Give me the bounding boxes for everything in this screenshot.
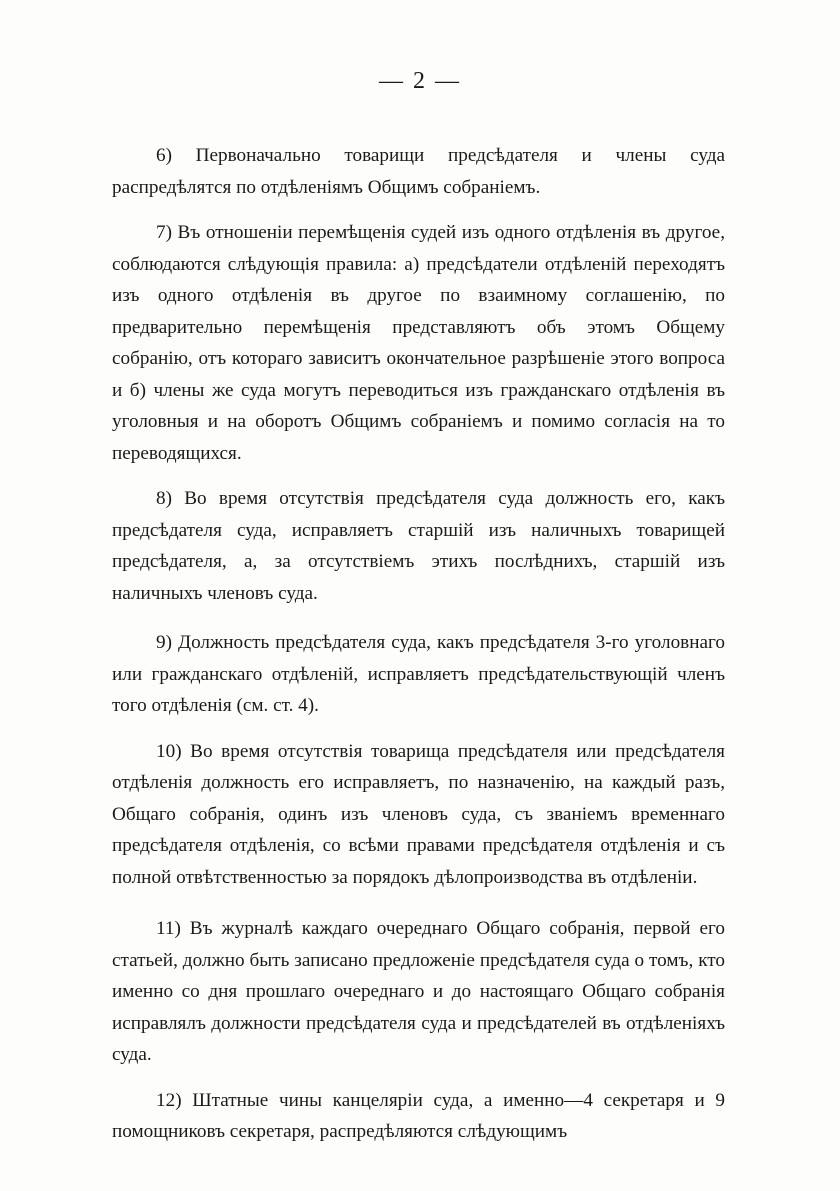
paragraph-12: 12) Штатные чины канцеляріи суда, а именно—4 секретаря и 9 помощниковъ секретаря, распредѣляются слѣдующимъ (112, 1089, 725, 1142)
document-body (112, 140, 725, 1164)
paragraph-6: 6) Первоначально товарищи предсѣдателя и члены суда распредѣлятся по отдѣленіямъ Общимъ собраніемъ. (112, 145, 725, 198)
paragraph-9: 9) Должность предсѣдателя суда, какъ предсѣдателя 3-го уголовнаго или гражданскаго отдѣленій, исправляетъ предсѣдательствующій членъ того отдѣленія (см. ст. 4). (112, 632, 725, 716)
paragraph-8: 8) Во время отсутствія предсѣдателя суда должность его, какъ предсѣдателя суда, исправляетъ старшій изъ наличныхъ товарищей предсѣдателя, а, за отсутствіемъ этихъ послѣднихъ, старшій изъ наличныхъ членовъ суда. (112, 488, 725, 604)
paragraph-7: 7) Въ отношеніи перемѣщенія судей изъ одного отдѣленія въ другое, соблюдаются слѣдующія правила: а) предсѣдатели отдѣленій переходятъ изъ одного отдѣленія въ другое по взаимному соглашенію, по предварительно перемѣщенія представляютъ объ этомъ Общему собранію, отъ котораго зависитъ окончательное разрѣшеніе этого вопроса и б) члены же суда могутъ переводиться изъ гражданскаго отдѣленія въ уголовныя и на оборотъ Общимъ собраніемъ и помимо согласія на то переводящихся. (112, 222, 725, 464)
page-number: — 2 — (379, 68, 461, 94)
paragraph-10: 10) Во время отсутствія товарища предсѣдателя или предсѣдателя отдѣленія должность его исправляетъ, по назначенію, на каждый разъ, Общаго собранія, одинъ изъ членовъ суда, съ званіемъ временнаго предсѣдателя отдѣленія, со всѣми правами предсѣдателя отдѣленія и съ полной отвѣтственностью за порядокъ дѣлопроизводства въ отдѣленіи. (112, 740, 725, 888)
paragraph-11: 11) Въ журналѣ каждаго очереднаго Общаго собранія, первой его статьей, должно быть записано предложеніе предсѣдателя суда о томъ, кто именно со дня прошлаго очереднаго и до настоящаго Общаго собранія исправлялъ должности предсѣдателя суда и предсѣдателей въ отдѣленіяхъ суда. (112, 918, 725, 1065)
